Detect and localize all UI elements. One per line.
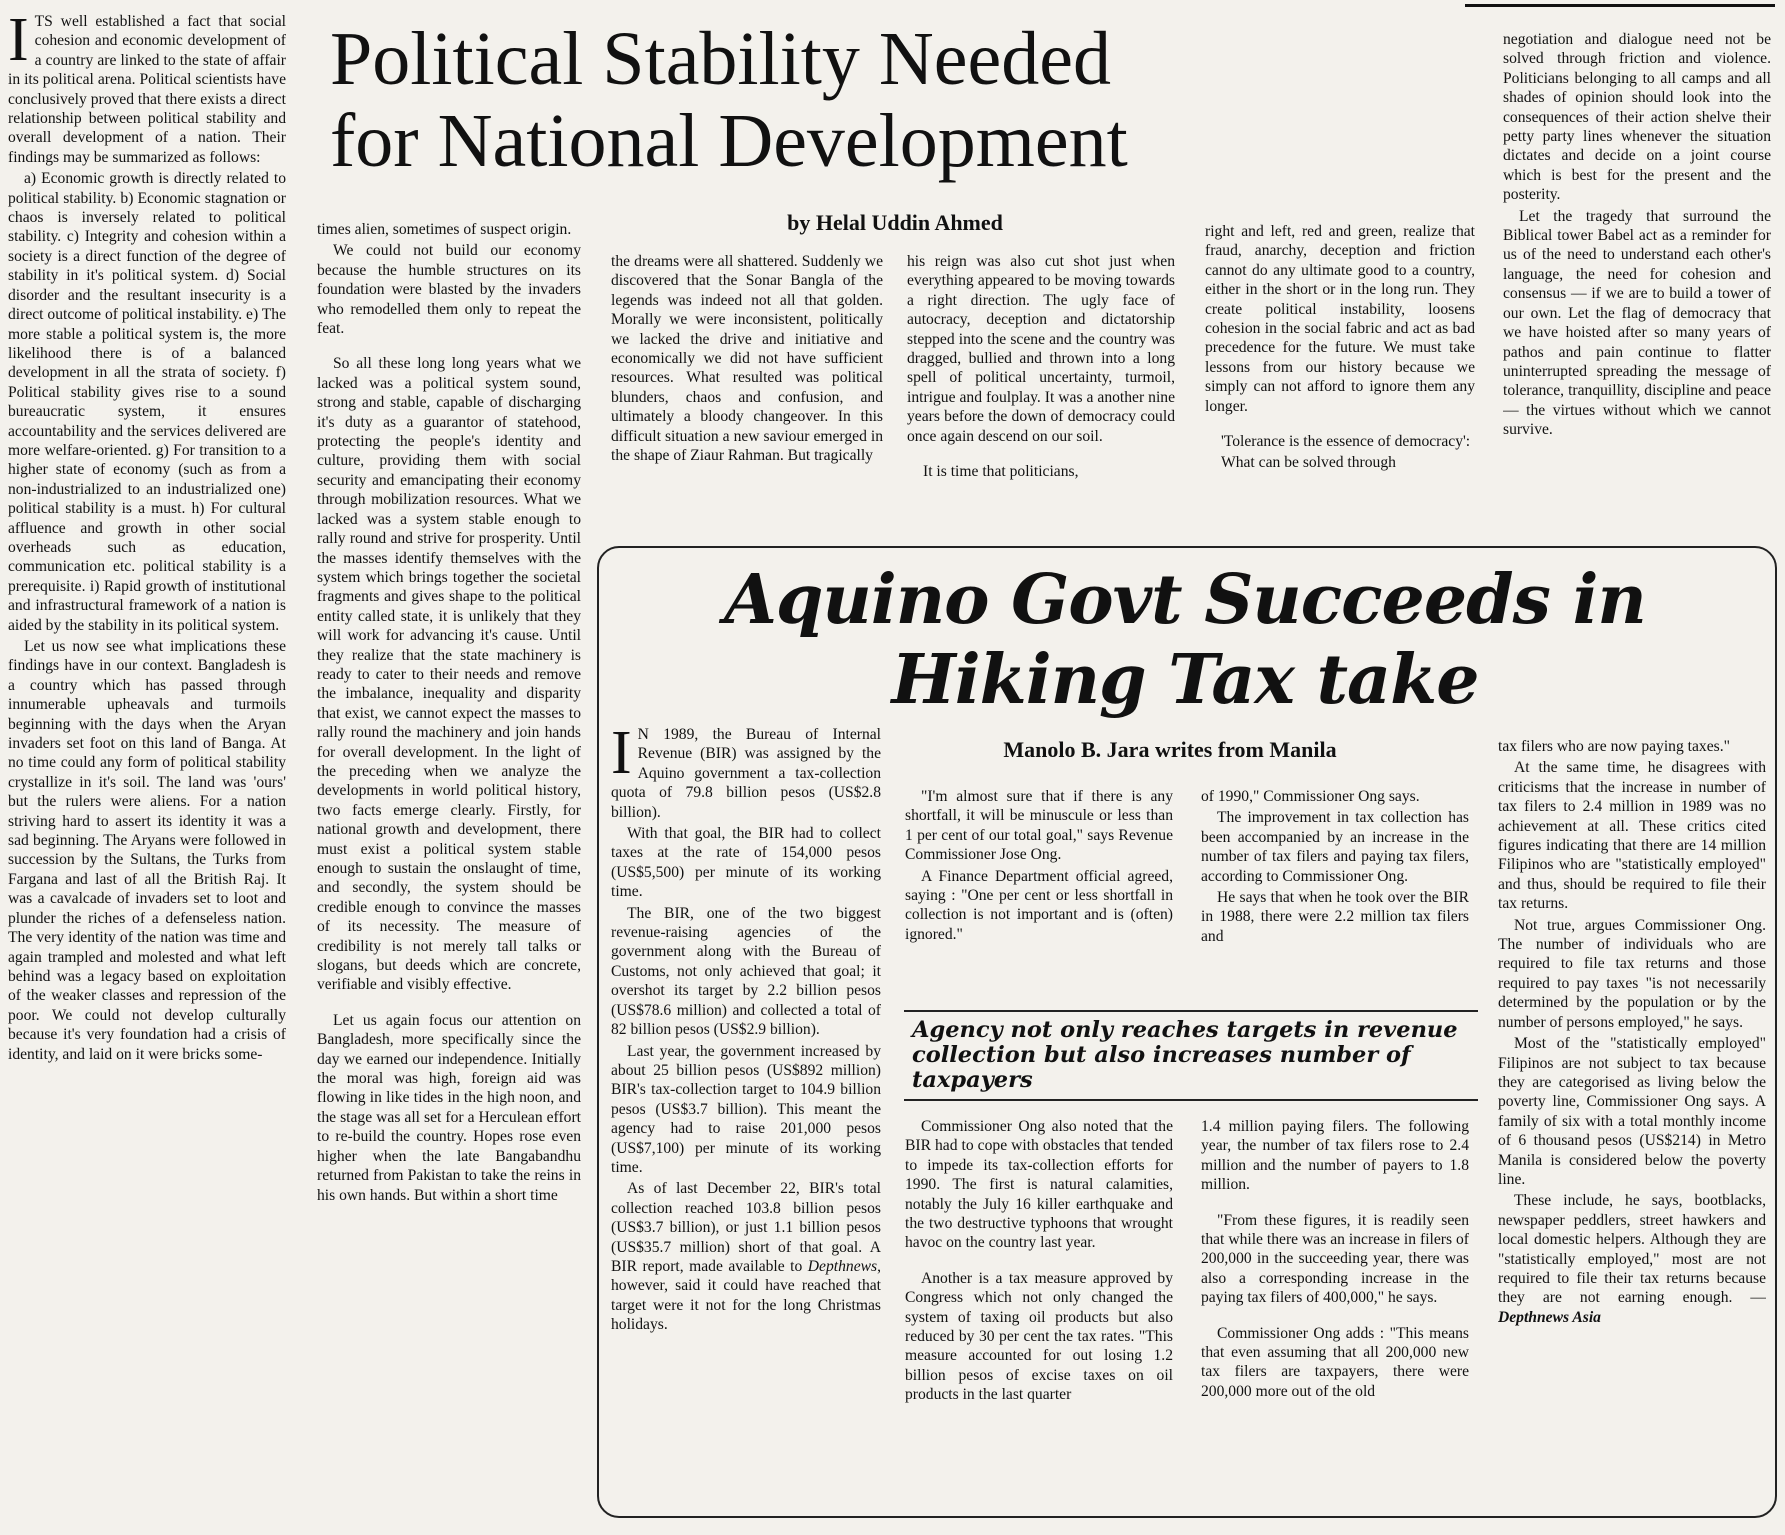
article2-column-1 [611, 725, 881, 1505]
article2-col2-para4: Another is a tax measure approved by Congress which not only changed the system of taxing oil products but also reduced by 30 per cent the tax rates. "This measure accounted for out losing 1.2 billion pesos of excise taxes on oil products in the last quarter [905, 1269, 1173, 1404]
article1-col1-para3: Let us now see what implications these findings have in our context. Bangladesh is a country which has passed through innumerable upheavals and turmoils beginning with the days when the Aryan invaders set foot on this land of Banga. At no time could any form of political stability crystallize in it's soil. The land was 'ours' but the rulers were aliens. For a nation striving hard to assert its identity it was a sad beginning. The Aryans were followed in succession by the Sultans, the Turks from Fargana and last of all the British Raj. It was a cavalcade of invaders set to loot and plunder the riches of a defenseless nation. The very identity of the nation was time and again trampled and molested and what left behind was a legacy based on exploitation of the weaker classes and repression of the poor. We could not develop culturally because it's very foundation had a crisis of identity, and laid on it were bricks some- [8, 638, 286, 1063]
article1-dropcap: I [8, 12, 29, 74]
article2-headline-line1: Aquino Govt Succeeds in [724, 560, 1646, 640]
article2-column-3a [1201, 787, 1469, 997]
article1-col2-para1: times alien, sometimes of suspect origin. [317, 221, 572, 238]
article2-byline: Manolo B. Jara writes from Manila [1003, 737, 1337, 762]
article1-col2-para2: We could not build our economy because the humble structures on its foundation were blasted by the invaders who remodelled them only to repeat the feat. [317, 242, 581, 338]
article2-col4-para5: These include, he says, bootblacks, newspaper peddlers, street hawkers and local domestic helpers. Although they are "statistically employed," most are not required to file their tax returns because they are not earning enough. — Depthnews Asia [1498, 1192, 1766, 1326]
article1-col4-para1: his reign was also cut shot just when everything appeared to be moving towards a right direction. The ugly face of autocracy, deception and dictatorship stepped into the scene and the country was dragged, bullied and thrown into a long spell of political uncertainty, turmoil, intrigue and foulplay. It was a another nine years before the down of democracy could once again descend on our soil. [907, 253, 1175, 445]
article1-column-6 [1503, 30, 1771, 545]
article2-dropcap: I [611, 725, 632, 787]
article1-column-3 [611, 252, 883, 537]
article2-col3-para2: The improvement in tax collection has been accompanied by an increase in the number of tax filers and paying tax filers, according to Commissioner Ong. [1201, 809, 1469, 885]
article1-headline-line2: for National Development [330, 99, 1128, 183]
article1-col3-para1: the dreams were all shattered. Suddenly we discovered that the Sonar Bangla of the legends was indeed not all that golden. Morally we were inconsistent, politically we lacked the drive and initiative and economically we did not have sufficient resources. What resulted was political blunders, chaos and confusion, and ultimately a bloody changeover. In this difficult situation a new saviour emerged in the shape of Ziaur Rahman. But tragically [611, 253, 883, 465]
top-rule [1465, 4, 1775, 7]
article1-byline: by Helal Uddin Ahmed [787, 210, 1003, 235]
article2-column-3b [1201, 1117, 1469, 1507]
article1-col2-para4: Let us again focus our attention on Bangladesh, more specifically since the day we earned our independence. Initially the moral was high, foreign aid was flowing in like tides in the high noon, and the stage was all set for a Herculean effort to re-build the country. Hopes rose even higher when the late Bangabandhu returned from Pakistan to take the reins in his own hands. But within a short time [317, 1011, 581, 1204]
article1-column-4 [907, 252, 1175, 537]
article2-column-2b [905, 1117, 1173, 1507]
article2-col4-para4: Most of the "statistically employed" Filipinos are not subject to tax because they are categorised as living below the poverty line, Commissioner Ong says. A family of six with a total monthly income of 6 thousand pesos (US$214) in Metro Manila is considered below the poverty line. [1498, 1035, 1766, 1188]
article1-col1-para2: a) Economic growth is directly related to political stability. b) Economic stagnation or chaos is inversely related to political stability. c) Integrity and cohesion within a society is a direct function of the degree of stability in it's political system. d) Social disorder and the resultant insecurity is a direct outcome of political instability. e) The more stable a political system is, the more likelihood there is of a balanced development in all the strata of society. f) Political stability gives rise to a sound bureaucratic system, it ensures accountability and the services delivered are more welfare-oriented. g) For transition to a higher state of economy (such as from a non-industrialized to an industrialized one) political stability is a must. h) For cultural affluence and growth in other social overheads such as education, communication etc. political stability is a prerequisite. i) Rapid growth of institutional and infrastructural framework of a nation is aided by the stability in its political system. [8, 170, 286, 634]
article1-col5-para1: right and left, red and green, realize that fraud, anarchy, deception and friction cannot do any ultimate good to a country, either in the short or in the long run. They create political instability, loosens cohesion in the social fabric and act as bad precedence for the future. We must take lessons from our history because we simply can not afford to ignore them any longer. [1205, 223, 1475, 415]
article2-col3-para1: of 1990," Commissioner Ong says. [1201, 788, 1420, 805]
article2-headline-line2: Hiking Tax take [891, 640, 1479, 720]
article1-col1-para1: TS well established a fact that social cohesion and economic development of a country are linked to the state of affair in its political arena. Political scientists have conclusively proved that there exists a direct relationship between political stability and overall development of a nation. Their findings may be summarized as follows: [8, 13, 286, 166]
article1-col5-para3: What can be solved through [1221, 454, 1396, 472]
deck-rule-top [904, 1010, 1478, 1012]
article1-col5-para2: 'Tolerance is the essence of democracy': [1221, 433, 1471, 451]
article2-col2-para1: "I'm almost sure that if there is any shortfall, it will be minuscule or less than 1 per cent of our total goal," says Revenue Commissioner Jose Ong. [905, 788, 1173, 864]
article2-col3-para3: He says that when he took over the BIR in 1988, there were 2.2 million tax filers and [1201, 889, 1469, 945]
article1-col4-para2: It is time that politicians, [923, 463, 1079, 481]
article2-col3-para5: "From these figures, it is readily seen that while there was an increase in filers of 200,000 in the succeeding year, there was also a corresponding increase in the paying tax filers of 400,000," he says. [1201, 1211, 1469, 1307]
article2-headline [640, 560, 1730, 720]
article2-col4-para1: tax filers who are now paying taxes." [1498, 738, 1730, 755]
article2-col2-para2: A Finance Department official agreed, saying : "One per cent or less shortfall in collection is not important and is (often) ignored." [905, 867, 1173, 943]
article2-col4-para3: Not true, argues Commissioner Ong. The number of individuals who are required to file tax returns and those required to pay taxes "is not necessarily determined by the population or by the number of persons employed," he says. [1498, 916, 1766, 1031]
article2-col1-para4: Last year, the government increased by about 25 billion pesos (US$892 million) BIR's tax-collection target to 104.9 billion pesos (US$3.7 billion). This meant the agency had to raise 201,000 pesos (US$7,100) per minute of its working time. [611, 1042, 881, 1176]
article2-column-2a [905, 787, 1173, 997]
article1-col6-para1: negotiation and dialogue need not be solved through friction and violence. Politicians belonging to all camps and all shades of opinion should look into the consequences of their action shelve their petty party lines whenever the situation dictates and decide on a joint course which is best for the present and the posterity. [1503, 31, 1771, 204]
article1-column-1 [8, 12, 286, 1527]
article2-col2-para3: Commissioner Ong also noted that the BIR had to cope with obstacles that tended to impede its tax-collection efforts for 1990. The first is natural calamities, notably the July 16 killer earthquake and the two destructive typhoons that wrought havoc on the country last year. [905, 1118, 1173, 1252]
article2-col1-para2: With that goal, the BIR had to collect taxes at the rate of 154,000 pesos (US$5,500) per minute of its working time. [611, 825, 881, 901]
article2-col4-para2: At the same time, he disagrees with criticisms that the increase in number of tax filers to 2.4 million in 1989 was no achievement at all. These critics cited figures indicating that there are 14 million Filipinos who are "statistically employed" and thus, should be required to file their tax returns. [1498, 759, 1766, 913]
article2-col3-para4: 1.4 million paying filers. The following year, the number of tax filers rose to 2.4 million and the number of payers to 1.8 million. [1201, 1118, 1469, 1194]
article2-col1-para5: As of last December 22, BIR's total collection reached 103.8 billion pesos (US$3.7 billion), or just 1.1 billion pesos (US$35.7 million) short of that goal. A BIR report, made available to Depthnews, however, said it could have reached that target were it not for the long Christmas holidays. [611, 1180, 881, 1334]
depthnews-ref: Depthnews [807, 1257, 878, 1275]
article1-col2-para3: So all these long long years what we lacked was a political system sound, strong and stable, capable of discharging it's duty as a guarantor of statehood, protecting the people's identity and culture, providing them with social security and emancipating their economy through mobilization resources. What we lacked was a system stable enough to rally round and strive for prosperity. Until the masses identify themselves with the system which brings together the societal fragments and gives shape to the political entity called state, it is unlikely that they will work for advancing it's cause. Until they realize that the state machinery is ready to cater to their needs and remove the imbalance, inequality and disparity that exist, we cannot expect the masses to rally round the machinery and join hands for overall development. In the light of the preceding when we analyze the developments in world political history, two facts emerge clearly. Firstly, for national growth and development, there must exist a political system stable enough to sustain the onslaught of time, and secondly, the system should be credible enough to convince the masses of its necessity. The measure of credibility is not merely tall talks or slogans, but deeds which are concrete, verifiable and visibly effective. [317, 355, 581, 994]
article2-column-4 [1498, 737, 1766, 1507]
article2-signoff: Depthnews Asia [1498, 1308, 1601, 1326]
deck-rule-bottom [904, 1099, 1478, 1101]
article1-headline [330, 18, 1480, 182]
article1-column-5 [1205, 222, 1475, 540]
article2-col1-para1: N 1989, the Bureau of Internal Revenue (BIR) was assigned by the Aquino government a tax-collection quota of 79.8 billion pesos (US$2.8 billion). [611, 726, 881, 821]
article2-col1-para3: The BIR, one of the two biggest revenue-raising agencies of the government along with the Bureau of Customs, not only achieved that goal; it overshot its target by 2.2 billion pesos (US$78.6 million) and collected a total of 82 billion pesos (US$2.9 billion). [611, 904, 881, 1039]
article2-deck: Agency not only reaches targets in revenue collection but also increases number of taxpayers [912, 1017, 1458, 1093]
article1-col6-para2: Let the tragedy that surround the Biblical tower Babel act as a reminder for us of the need to understand each other's language, the need for cohesion and consensus — if we are to build a tower of our own. Let the flag of democracy that we have hoisted after so many years of pathos and pain continue to flatter uninterrupted spreading the message of tolerance, tranquillity, discipline and peace — the virtues without which we cannot survive. [1503, 207, 1771, 439]
article2-col3-para6: Commissioner Ong adds : "This means that even assuming that all 200,000 new tax filers are taxpayers, there were 200,000 more out of the old [1201, 1324, 1469, 1400]
article1-column-2 [317, 220, 581, 1525]
article1-headline-line1: Political Stability Needed [330, 17, 1111, 101]
